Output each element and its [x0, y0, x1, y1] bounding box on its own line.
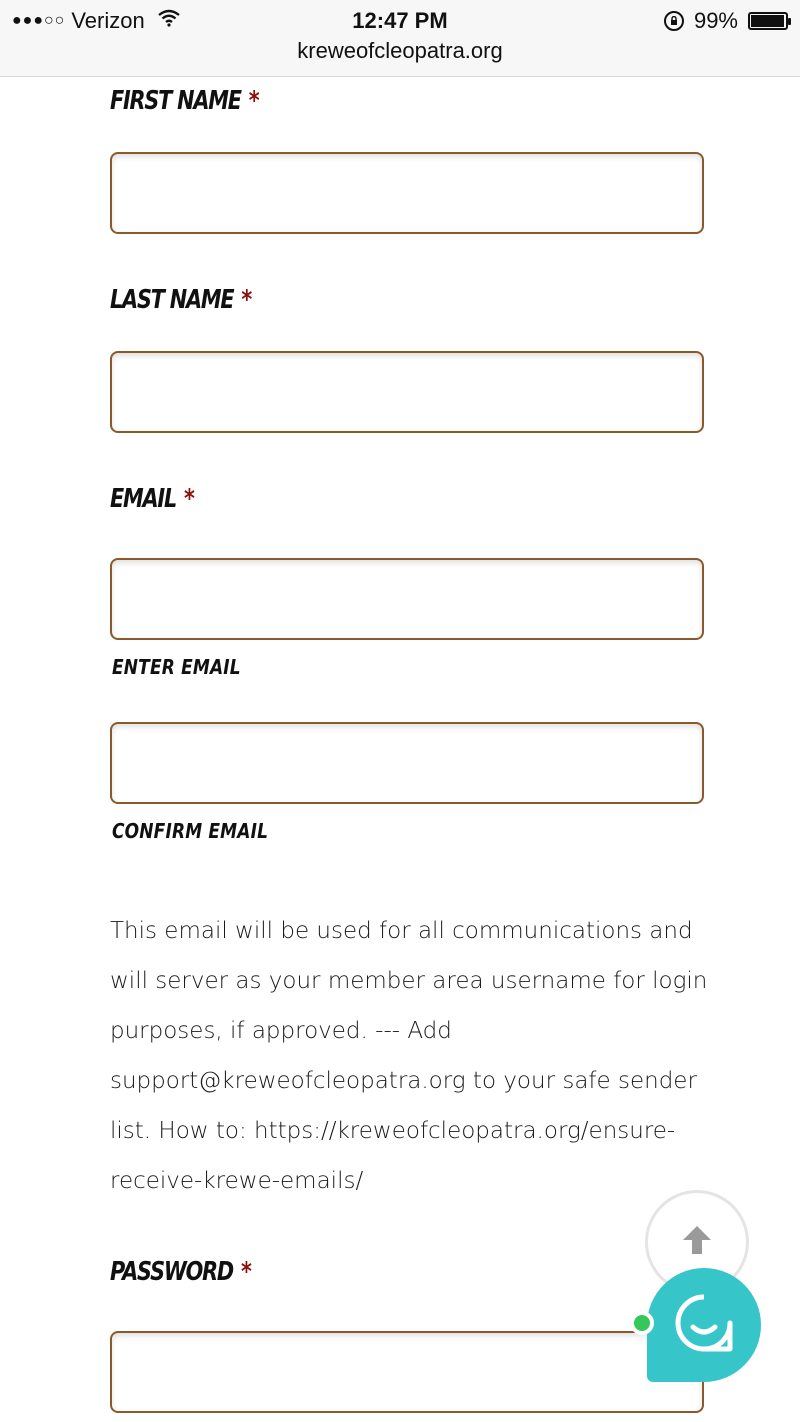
online-status-dot [630, 1311, 654, 1335]
password-input[interactable] [112, 1333, 702, 1411]
password-field[interactable] [110, 1331, 704, 1413]
status-time: 12:47 PM [352, 8, 448, 33]
browser-top-bar [0, 0, 800, 77]
last-name-field[interactable] [110, 351, 704, 433]
email-label [110, 484, 194, 514]
required-asterisk: * [248, 86, 259, 116]
email-label-text: EMAIL [110, 484, 176, 514]
chat-bubble-icon [672, 1291, 736, 1360]
carrier-name: Verizon [71, 8, 145, 33]
confirm-email-input[interactable] [112, 724, 702, 802]
email-field[interactable] [110, 558, 704, 640]
chat-button[interactable] [647, 1268, 761, 1382]
confirm-email-label: CONFIRM EMAIL [112, 819, 269, 843]
last-name-label-text: LAST NAME [110, 285, 234, 315]
last-name-input[interactable] [112, 353, 702, 431]
arrow-up-icon [677, 1220, 717, 1265]
password-label-text: PASSWORD [110, 1257, 233, 1287]
first-name-input[interactable] [112, 154, 702, 232]
orientation-lock-icon [664, 11, 684, 31]
first-name-field[interactable] [110, 152, 704, 234]
first-name-label [110, 86, 258, 116]
battery-icon [748, 12, 788, 30]
password-label [110, 1257, 251, 1287]
email-input[interactable] [112, 560, 702, 638]
status-bar [0, 4, 800, 38]
required-asterisk: * [240, 1257, 251, 1287]
first-name-label-text: FIRST NAME [110, 86, 241, 116]
confirm-email-field[interactable] [110, 722, 704, 804]
last-name-label [110, 285, 251, 315]
battery-percent: 99% [693, 8, 738, 33]
email-help-text: This email will be used for all communications and will server as your member area username for login purposes, if approved. --- Add support@kreweofcleopatra.org to your safe sender list. How to: https://kreweofcleopatra.org/ensure-receive-krewe-emails/ [110, 918, 708, 1194]
signal-strength-icon: ●●●○○ [12, 12, 66, 29]
address-bar-url[interactable]: kreweofcleopatra.org [297, 38, 503, 63]
status-right [664, 8, 788, 34]
required-asterisk: * [241, 285, 252, 315]
required-asterisk: * [184, 484, 194, 514]
enter-email-label: ENTER EMAIL [112, 655, 241, 679]
